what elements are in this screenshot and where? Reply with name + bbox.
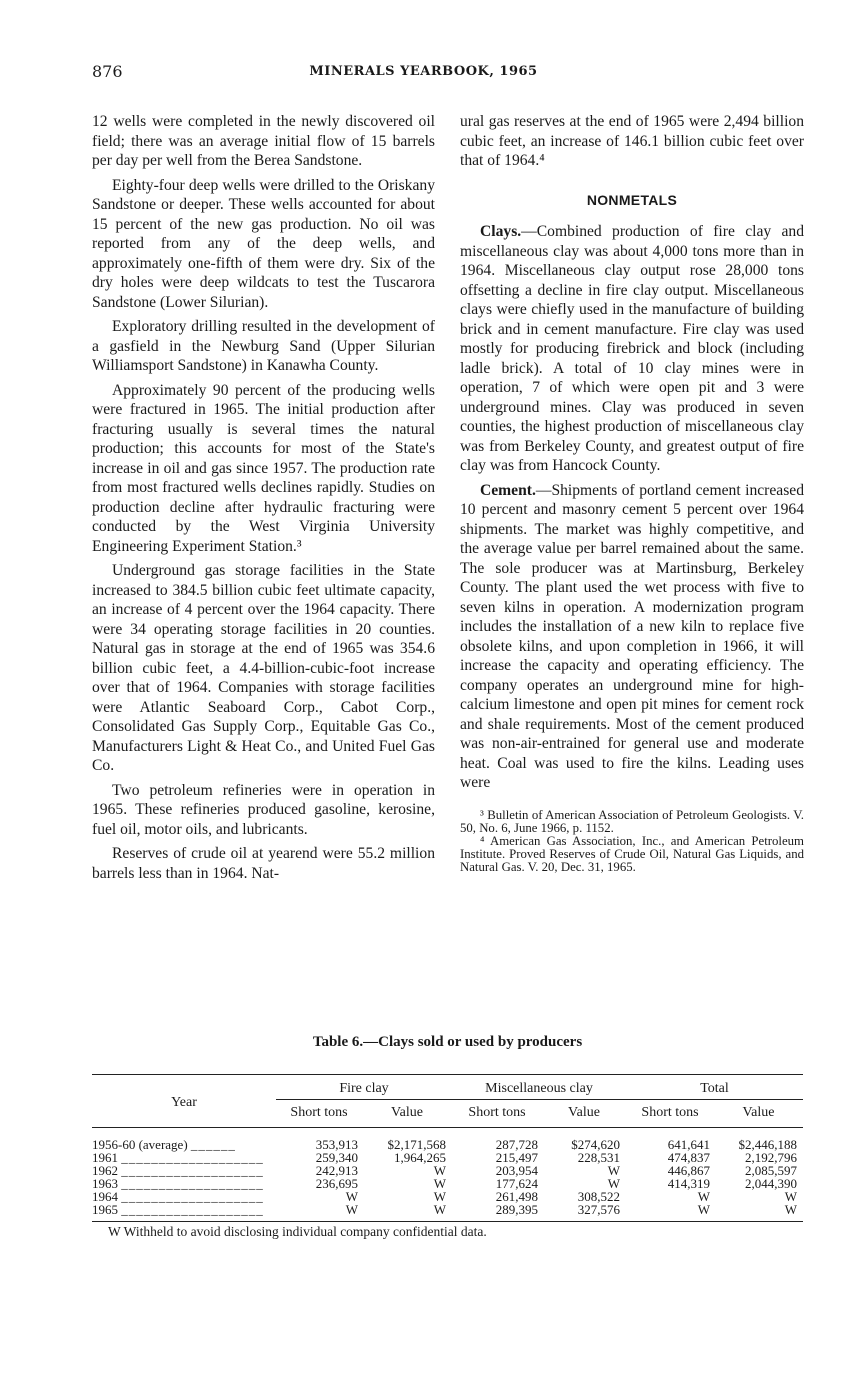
group-header-fire-clay: Fire clay	[276, 1075, 452, 1100]
table-cell: 353,913	[315, 1137, 358, 1152]
table-cell: 177,624	[495, 1176, 538, 1191]
year-label: 1964	[92, 1189, 118, 1204]
paragraph: Two petroleum refineries were in operation in 1965. These refineries produced gasoline, kerosine, fuel oil, motor oils, and lubricants.	[92, 781, 435, 838]
column-header: Value	[542, 1100, 626, 1128]
paragraph-cement	[460, 481, 804, 793]
paragraph: Reserves of crude oil at yearend were 55.2 million barrels less than in 1964. Nat-	[92, 845, 435, 882]
year-label: 1962	[92, 1163, 118, 1178]
year-label: 1961	[92, 1150, 118, 1165]
table-cell: W	[607, 1176, 620, 1191]
table-cell: 308,522	[577, 1189, 620, 1204]
table-cell: W	[345, 1189, 358, 1204]
dot-leader: ___________________	[121, 1176, 264, 1191]
paragraph: Underground gas storage facilities in the State increased to 384.5 billion cubic feet ultimate capacity, an increase of 4 percent over the 1964 capacity. There were 34 operating storage facilities in 20 counties. Natural gas in storage at the end of 1965 was 354.6 billion cubic feet, a 4.4-billion-cubic-foot increase over that of 1964. Companies with storage facilities were Atlantic Seaboard Corp., Cabot Corp., Consolidated Gas Supply Corp., Equitable Gas Co., Manufacturers Light & Heat Co., and United Fuel Gas Co.	[92, 562, 435, 774]
paragraph: Exploratory drilling resulted in the development of a gasfield in the Newburg Sand (Upper Silurian Williamsport Sandstone) in Kanawha County.	[92, 318, 435, 374]
table-cell: W	[433, 1189, 446, 1204]
table-cell: 327,576	[542, 1203, 626, 1222]
year-label: 1956-60 (average)	[92, 1137, 188, 1152]
table-cell: $2,446,188	[738, 1137, 797, 1152]
clays-table	[92, 1074, 803, 1222]
column-header: Short tons	[626, 1100, 714, 1128]
table-cell: 2,085,597	[745, 1163, 797, 1178]
table-cell: 2,192,796	[745, 1150, 797, 1165]
table-cell: 215,497	[495, 1150, 538, 1165]
footnote: ⁴ American Gas Association, Inc., and American Petroleum Institute. Proved Reserves of Crude Oil, Natural Gas Liquids, and Natural Gas. V. 20, Dec. 31, 1965.	[460, 833, 804, 874]
table-cell: W	[433, 1163, 446, 1178]
left-column	[92, 112, 435, 883]
table-cell: 446,867	[667, 1163, 710, 1178]
year-label: 1963	[92, 1176, 118, 1191]
table-cell: W	[607, 1163, 620, 1178]
table-cell: 641,641	[667, 1137, 710, 1152]
year-label: 1965	[92, 1202, 118, 1217]
table-cell: W	[433, 1176, 446, 1191]
paragraph: 12 wells were completed in the newly discovered oil field; there was an average initial flow of 15 barrels per day per well from the Berea Sandstone.	[92, 113, 435, 169]
dot-leader: ___________________	[121, 1150, 264, 1165]
dot-leader: ___________________	[121, 1163, 264, 1178]
table-note: W Withheld to avoid disclosing individual company confidential data.	[108, 1224, 487, 1239]
page-number: 876	[92, 62, 123, 81]
table-cell: 474,837	[667, 1150, 710, 1165]
section-heading: NONMETALS	[586, 191, 678, 208]
table-cell: 259,340	[315, 1150, 358, 1165]
table-cell: 228,531	[577, 1150, 620, 1165]
right-column	[460, 112, 804, 874]
run-in-heading: Cement.	[480, 481, 536, 499]
table-cell: 287,728	[495, 1137, 538, 1152]
table-cell: 203,954	[495, 1163, 538, 1178]
dot-leader: ______	[190, 1137, 236, 1152]
table-cell: W	[362, 1203, 452, 1222]
table-row	[92, 1128, 803, 1152]
running-title: MINERALS YEARBOOK, 1965	[309, 64, 538, 79]
footnotes	[460, 809, 804, 874]
table-cell: 2,044,390	[745, 1176, 797, 1191]
group-header-misc-clay: Miscellaneous clay	[452, 1075, 626, 1100]
table-cell: $2,171,568	[387, 1137, 446, 1152]
paragraph-text: —Combined production of fire clay and miscellaneous clay was about 4,000 tons more than in 1964. Miscellaneous clay output rose 28,000 tons offsetting a decline in fire clay output. Miscellaneous clays were chiefly used in the manufacture of building brick and in cement manufacture. Fire clay was used mostly for producing firebrick and block (including ladle brick). A total of 10 clay mines were in operation, 7 of which were open pit and 3 were underground mines. Clay was produced in seven counties, the highest production of miscellaneous clay was from Berkeley County, and greatest output of fire clay was from Hancock County.	[460, 223, 804, 474]
table-cell: 289,395	[452, 1203, 542, 1222]
column-header: Value	[714, 1100, 803, 1128]
paragraph: Eighty-four deep wells were drilled to the Oriskany Sandstone or deeper. These wells accounted for about 15 percent of the new gas production. No oil was reported from any of the deep wells, and approximately one-fifth of them were dry. Six of the dry holes were deep wildcats to test the Tuscarora Sandstone (Lower Silurian).	[92, 176, 435, 311]
table-cell: 242,913	[315, 1163, 358, 1178]
group-header-total: Total	[626, 1075, 803, 1100]
paragraph: Approximately 90 percent of the producing wells were fractured in 1965. The initial production after fracturing usually is several times the natural production; this accounts for most of the State's increase in oil and gas since 1957. The production rate from most fractured wells declines rapidly. Studies on production decline after hydraulic fracturing were conducted by the West Virginia University Engineering Experiment Station.³	[92, 381, 435, 555]
table-cell: $274,620	[571, 1137, 620, 1152]
table-title: Table 6.—Clays sold or used by producers	[312, 1034, 583, 1050]
table-cell: W	[276, 1203, 362, 1222]
dot-leader: ___________________	[121, 1189, 264, 1204]
column-header: Short tons	[276, 1100, 362, 1128]
year-cell	[92, 1203, 276, 1222]
run-in-heading: Clays.	[480, 223, 522, 240]
footnote: ³ Bulletin of American Association of Petroleum Geologists. V. 50, No. 6, June 1966, p. 1152.	[460, 807, 804, 835]
paragraph-continuation: ural gas reserves at the end of 1965 were 2,494 billion cubic feet, an increase of 146.1 billion cubic feet over that of 1964.⁴	[460, 113, 804, 169]
table-cell: 414,319	[667, 1176, 710, 1191]
table-cell: 261,498	[495, 1189, 538, 1204]
column-header-year: Year	[92, 1075, 276, 1128]
table-cell: W	[626, 1203, 714, 1222]
table-cell: 236,695	[315, 1176, 358, 1191]
paragraph-clays	[460, 222, 804, 476]
table-row	[92, 1203, 803, 1222]
table-cell: W	[784, 1189, 797, 1204]
table-cell: 1,964,265	[394, 1150, 446, 1165]
paragraph-text: —Shipments of portland cement increased 10 percent and masonry cement 5 percent over 1964 shipments. The market was highly competitive, and the average value per barrel remained about the same. The sole producer was at Martinsburg, Berkeley County. The plant used the wet process with five to seven kilns in operation. A modernization program includes the installation of a new kiln to replace five obsolete kilns, and upon completion in 1966, it will increase the capacity and operating efficiency. The company operates an underground mine for high-calcium limestone and open pit mines for cement rock and shale requirements. Most of the cement produced was non-air-entrained for general use and moderate heat. Coal was used to fire the kilns. Leading uses were	[460, 481, 804, 791]
table-cell: W	[714, 1203, 803, 1222]
table-cell: W	[697, 1189, 710, 1204]
year-cell	[92, 1128, 276, 1152]
dot-leader: ___________________	[121, 1202, 264, 1217]
column-header: Short tons	[452, 1100, 542, 1128]
column-header: Value	[362, 1100, 452, 1128]
